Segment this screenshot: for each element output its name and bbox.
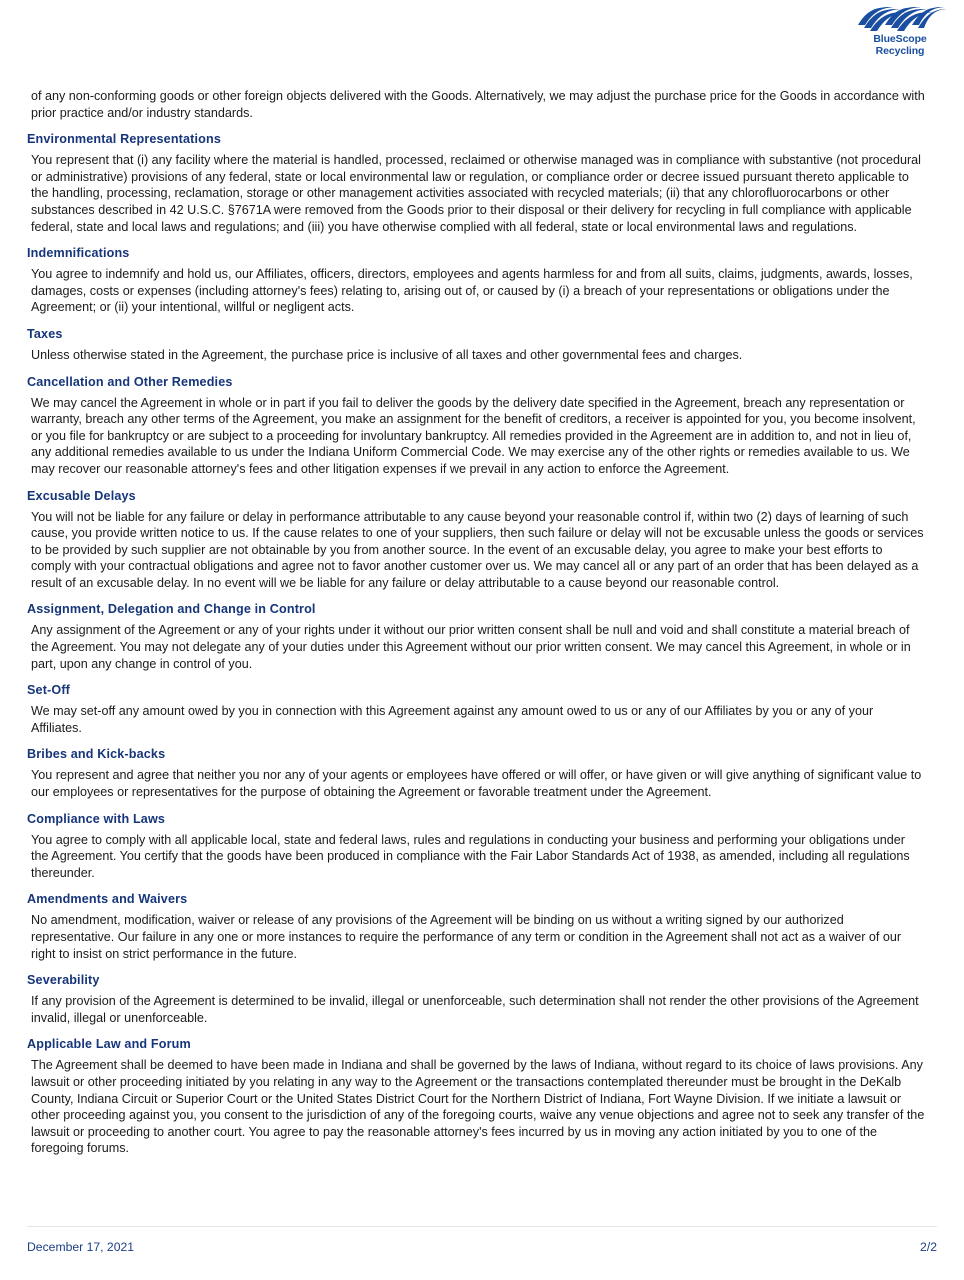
logo-text-line1: BlueScope (873, 33, 927, 45)
section-body-bribes-and-kick-backs: You represent and agree that neither you nor any of your agents or employees have offered or will offer, or have given or will give anything of significant value to our employees or representatives for the purpose of obtaining the Agreement or favorable treatment under the Agreement. (31, 768, 922, 800)
footer-page-number: 2/2 (920, 1240, 937, 1254)
section-heading-amendments-and-waivers: Amendments and Waivers (27, 892, 188, 907)
lead-paragraph: of any non-conforming goods or other foreign objects delivered with the Goods. Alternatively, we may adjust the purchase price for the Goods in accordance with prior practice and/or industry standards. (31, 89, 925, 120)
footer-row (27, 1232, 937, 1254)
page-footer (27, 1232, 937, 1262)
section-body-cancellation-and-other-remedies: We may cancel the Agreement in whole or in part if you fail to deliver the goods by the delivery date specified in the Agreement, breach any representation or warranty, breach any other terms of the Agreement, you make an assignment for the benefit of creditors, a receiver is appointed for you, you become insolvent, or you file for bankruptcy or are subject to a proceeding for involuntary bankruptcy. All remedies provided in the Agreement are in addition to, and not in lieu of, any additional remedies available to us under the Indiana Uniform Commercial Code. We may exercise any of the other rights or remedies available to us. We may recover our reasonable attorney's fees and other litigation expenses if we prevail in any action to enforce the Agreement. (31, 395, 916, 476)
section-heading-severability: Severability (27, 973, 100, 988)
section-heading-indemnifications: Indemnifications (27, 246, 130, 261)
section-heading-cancellation-and-other-remedies: Cancellation and Other Remedies (27, 374, 233, 389)
section-heading-assignment-delegation-and-change-in-control: Assignment, Delegation and Change in Control (27, 602, 316, 617)
section-heading-bribes-and-kick-backs: Bribes and Kick-backs (27, 747, 166, 762)
section-body-indemnifications: You agree to indemnify and hold us, our Affiliates, officers, directors, employees and agents harmless for and from all suits, claims, judgments, awards, losses, damages, costs or expenses (including attorney's fees) relating to, arising out of, or caused by (i) a breach of your representations or obligations under the Agreement; or (ii) your intentional, willful or negligent acts. (31, 267, 913, 315)
section-body-environmental-representations: You represent that (i) any facility where the material is handled, processed, reclaimed or otherwise managed was in compliance with substantive (not procedural or administrative) provisions of any federal, state or local environmental law or regulation, or compliance order or decree issued pursuant thereto applicable to the handling, processing, reclamation, storage or other management activities associated with recycled materials; (ii) that any chlorofluorocarbons or other substances described in 42 U.S.C. §7671A were removed from the Goods prior to their disposal or their delivery for recycling in full compliance with applicable federal, state and local laws and regulations; and (iii) you have otherwise complied with all federal, state or local environmental laws and regulations. (31, 153, 921, 234)
section-heading-set-off: Set-Off (27, 683, 71, 698)
footer-date: December 17, 2021 (27, 1240, 135, 1254)
section-body-excusable-delays: You will not be liable for any failure or delay in performance attributable to any cause beyond your reasonable control if, within two (2) days of learning of such cause, you provide written notice to us. If the cause relates to one of your suppliers, then such failure or delay will not be excusable unless the goods or services to be provided by such supplier are not obtainable by you from another source. In the event of an excusable delay, you agree to make your best efforts to comply with your contractual obligations and agree not to favor another customer over us. We may cancel all or any part of an order that has been delayed as a result of an excusable delay. In no event will we be liable for any failure or delay attributable to a cause beyond our reasonable control. (31, 509, 924, 590)
bluescope-recycling-logo (848, 6, 952, 57)
section-body-assignment-delegation-and-change-in-control: Any assignment of the Agreement or any of your rights under it without our prior written consent shall be null and void and shall constitute a material breach of the Agreement. You may not delegate any of your duties under this Agreement without our prior written consent. We may cancel this Agreement, in whole or in part, upon any change in control of you. (31, 623, 911, 671)
section-heading-environmental-representations: Environmental Representations (27, 132, 222, 147)
section-heading-compliance-with-laws: Compliance with Laws (27, 811, 166, 826)
logo-text-line2: Recycling (875, 44, 925, 57)
section-body-compliance-with-laws: You agree to comply with all applicable local, state and federal laws, rules and regulations in conducting your business and performing your obligations under the Agreement. You certify that the goods have been produced in compliance with the Fair Labor Standards Act of 1938, as amended, including all regulations thereunder. (31, 832, 910, 880)
section-body-severability: If any provision of the Agreement is determined to be invalid, illegal or unenforceable, such determination shall not render the other provisions of the Agreement invalid, illegal or unenforceable. (31, 994, 919, 1025)
section-body-applicable-law-and-forum: The Agreement shall be deemed to have been made in Indiana and shall be governed by the laws of Indiana, without regard to its choice of laws provisions. Any lawsuit or other proceeding initiated by you relating in any way to the Agreement or the transactions contemplated thereunder must be brought in the DeKalb County, Indiana Circuit or Superior Court or the United States District Court for the Northern District of Indiana, Fort Wayne Division. If we initiate a lawsuit or other proceeding against you, you consent to the jurisdiction of any of the foregoing courts, waive any venue objections and agree not to seek any transfer of the lawsuit or proceeding to another court. You agree to pay the reasonable attorney's fees incurred by us in moving any action initiated by you to one of the foregoing forums. (31, 1058, 925, 1156)
page-header (0, 0, 964, 78)
footer-divider (27, 1226, 937, 1227)
document-body (27, 88, 925, 1161)
section-body-set-off: We may set-off any amount owed by you in connection with this Agreement against any amount owed to us or any of our Affiliates by you or any of your Affiliates. (31, 704, 874, 735)
section-heading-excusable-delays: Excusable Delays (27, 488, 136, 503)
section-heading-taxes: Taxes (27, 326, 63, 341)
bluescope-wave-logo-icon (854, 6, 946, 32)
section-heading-applicable-law-and-forum: Applicable Law and Forum (27, 1037, 191, 1052)
section-body-taxes: Unless otherwise stated in the Agreement, the purchase price is inclusive of all taxes and other governmental fees and charges. (31, 347, 743, 362)
section-body-amendments-and-waivers: No amendment, modification, waiver or release of any provisions of the Agreement will be binding on us without a writing signed by our authorized representative. Our failure in any one or more instances to require the performance of any term or condition in the Agreement shall not act as a waiver of our right to insist on strict performance in the future. (31, 913, 902, 961)
